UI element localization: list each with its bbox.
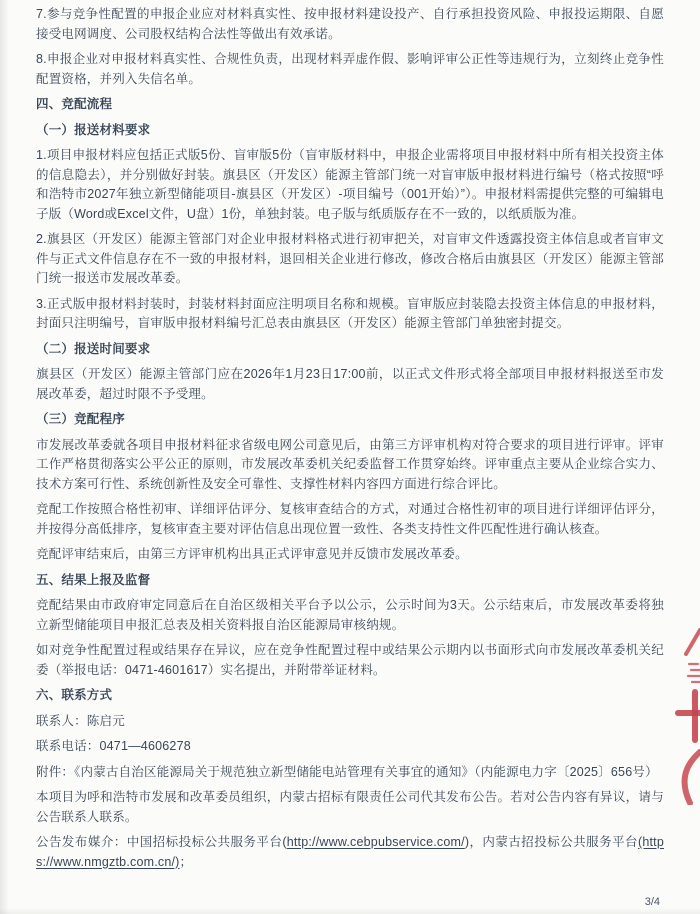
clause-7: 7.参与竞争性配置的申报企业应对材料真实性、按申报材料建设投产、自行承担投资风险、申报投运期限、自愿接受电网调度、公司股权结构合法性等做出有效承诺。 <box>36 7 664 41</box>
announcement-media-suffix: ； <box>179 854 193 869</box>
announcement-media <box>36 833 664 872</box>
subsection-3-heading: （三）竞配程序 <box>36 412 125 426</box>
material-requirement-3: 3.正式版申报材料封装时，封装材料封面应注明项目名称和规模。盲审版应封装隐去投资主体信息的申报材料，封面只注明编号，盲审版申报材料编号汇总表由旗县区（开发区）能源主管部门单独密封提交。 <box>36 296 664 330</box>
subsection-1-heading: （一）报送材料要求 <box>36 122 151 137</box>
objection-process: 如对竞争性配置过程或结果存在异议，应在竞争性配置过程中或结果公示期内以书面形式向市发展改革委机关纪委（举报电话：0471-4601617）实名提出，并附带举证材料。 <box>36 643 664 677</box>
review-method: 竞配工作按照合格性初审、详细评估评分、复核审查结合的方式，对通过合格性初审的项目进行详细评估评分，并按得分高低排序，复核审查主要对评估信息出现位置一致性、各类支持性文件匹配性进行确认核查。 <box>36 502 664 536</box>
announcement-media-prefix: 公告发布媒介：中国招标投标公共服务平台( <box>36 835 287 849</box>
contact-person: 联系人：陈启元 <box>36 713 125 728</box>
announcement-media-mid: )，内蒙古招投标公共服务平台 <box>464 835 638 849</box>
result-publicity: 竞配结果由市政府审定同意后在自治区级相关平台予以公示，公示时间为3天。公示结束后，市发展改革委将独立新型储能项目申报汇总表及相关资料报自治区能源局审核纳规。 <box>36 598 664 632</box>
attachment-note: 附件：《内蒙古自治区能源局关于规范独立新型储能电站管理有关事宜的通知》（内能源电力字〔2025〕656号） <box>36 764 658 779</box>
contact-phone: 联系电话：0471—4606278 <box>36 739 191 753</box>
review-procedure: 市发展改革委就各项目申报材料征求省级电网公司意见后，由第三方评审机构对符合要求的项目进行评审。评审工作严格贯彻落实公平公正的原则，市发展改革委机关纪委监督工作贯穿始终。评审重点主要从企业综合实力、技术方案可行性、系统创新性及安全可靠性、支撑性材料内容四方面进行综合评比。 <box>36 437 664 491</box>
section-4-heading: 四、竞配流程 <box>36 97 113 111</box>
material-requirement-1: 1.项目申报材料应包括正式版5份、盲审版5份（盲审版材料中，申报企业需将项目申报材料中所有相关投资主体的信息隐去），并分别做好封装。旗县区（开发区）能源主管部门统一对盲审版申报材料进行编号（格式按照“呼和浩特市2027年独立新型储能项目-旗县区（开发区）-项目编号（001开始）”）。申报材料需提供完整的可编辑电子版（Word或Excel文件，U盘）1份，单独封装。电子版与纸质版存在不一致的，以纸质版为准。 <box>36 148 664 221</box>
section-5-heading: 五、结果上报及监督 <box>36 572 151 587</box>
link-cebpubservice[interactable]: http://www.cebpubservice.com/ <box>286 835 465 849</box>
review-conclusion: 竞配评审结束后，由第三方评审机构出具正式评审意见并反馈市发展改革委。 <box>36 547 468 561</box>
page-number: 3/4 <box>644 896 660 908</box>
section-6-heading: 六、联系方式 <box>36 688 113 702</box>
material-requirement-2: 2.旗县区（开发区）能源主管部门对企业申报材料格式进行初审把关，对盲审文件透露投资主体信息或者盲审文件与正式文件信息存在不一致的申报材料，退回相关企业进行修改，修改合格后由旗县区（开发区）能源主管部门统一报送市发展改革委。 <box>36 232 664 285</box>
subsection-2-heading: （二）报送时间要求 <box>36 341 151 356</box>
submission-deadline: 旗县区（开发区）能源主管部门应在2026年1月23日17:00前，以正式文件形式将全部项目申报材料报送至市发展改革委，超过时限不予受理。 <box>36 367 664 401</box>
organizer-note: 本项目为呼和浩特市发展和改革委员组织，内蒙古招标有限责任公司代其发布公告。若对公告内容有异议，请与公告联系人联系。 <box>36 790 664 824</box>
link-nmgztb[interactable]: (https://www.nmgztb.com.cn/) <box>36 835 664 869</box>
clause-8: 8.申报企业对申报材料真实性、合规性负责，出现材料弄虚作假、影响评审公正性等违规行为，立刻终止竞争性配置资格，并列入失信名单。 <box>36 52 664 86</box>
